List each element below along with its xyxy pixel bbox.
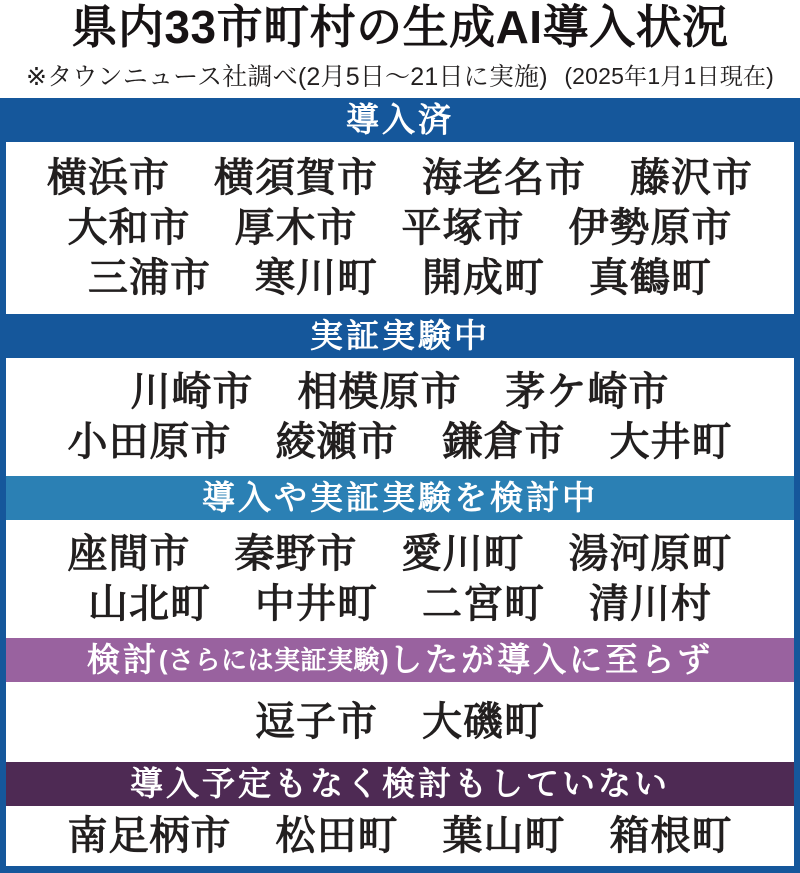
municipality-row [6, 153, 794, 203]
municipality-row [6, 417, 794, 467]
section-label: 導入済 [346, 101, 454, 139]
municipality-name: 藤沢市 [630, 155, 753, 200]
municipality-row [6, 697, 794, 747]
municipality-name: 真鶴町 [589, 255, 712, 300]
municipality-name: 座間市 [67, 531, 191, 576]
municipality-name: 三浦市 [88, 255, 211, 300]
municipality-list [6, 142, 794, 314]
municipality-row [6, 579, 794, 629]
municipality-name: 清川村 [589, 581, 712, 626]
municipality-name: 逗子市 [255, 699, 378, 744]
municipality-name: 開成町 [422, 255, 545, 300]
municipality-name: 南足柄市 [67, 813, 232, 858]
header [0, 0, 800, 98]
municipality-name: 秦野市 [234, 531, 358, 576]
municipality-name: 大井町 [609, 419, 733, 464]
municipality-row [6, 203, 794, 253]
municipality-name: 湯河原町 [568, 531, 733, 576]
municipality-name: 鎌倉市 [442, 419, 566, 464]
municipality-name: 小田原市 [67, 419, 232, 464]
page-title: 県内33市町村の生成AI導入状況 [71, 1, 729, 53]
municipality-list [6, 520, 794, 638]
municipality-name: 川崎市 [130, 369, 254, 414]
municipality-row [6, 529, 794, 579]
municipality-name: 大和市 [67, 205, 191, 250]
section-label: 導入予定もなく検討もしていない [130, 765, 670, 803]
municipality-name: 愛川町 [401, 531, 525, 576]
as-of-date: (2025年1月1日現在) [564, 63, 774, 90]
municipality-name: 厚木市 [234, 205, 358, 250]
municipality-name: 海老名市 [422, 155, 586, 200]
section-banner [6, 762, 794, 806]
municipality-name: 平塚市 [401, 205, 525, 250]
municipality-name: 二宮町 [422, 581, 545, 626]
municipality-name: 大磯町 [422, 699, 545, 744]
municipality-name: 寒川町 [255, 255, 378, 300]
status-board [0, 98, 800, 873]
municipality-name: 相模原市 [297, 369, 462, 414]
municipality-name: 箱根町 [609, 813, 733, 858]
section-banner [6, 638, 794, 682]
municipality-name: 横浜市 [47, 155, 170, 200]
municipality-row [6, 811, 794, 861]
municipality-name: 山北町 [88, 581, 211, 626]
section-label: 導入や実証実験を検討中 [202, 479, 598, 517]
municipality-row [6, 253, 794, 303]
municipality-name: 伊勢原市 [568, 205, 733, 250]
municipality-name: 中井町 [255, 581, 378, 626]
municipality-list [6, 682, 794, 762]
municipality-name: 松田町 [275, 813, 399, 858]
section-label: (さらには実証実験) [158, 644, 390, 675]
municipality-row [6, 367, 794, 417]
municipality-list [6, 358, 794, 476]
municipality-name: 横須賀市 [214, 155, 378, 200]
section-label: 検討 [86, 641, 159, 679]
section-label: 実証実験中 [310, 317, 490, 355]
survey-note: ※タウンニュース社調べ(2月5日～21日に実施) [26, 62, 548, 91]
municipality-name: 綾瀬市 [275, 419, 399, 464]
section-label: したが導入に至らず [389, 641, 714, 679]
subtitle-row [24, 57, 776, 93]
municipality-name: 茅ケ崎市 [505, 369, 670, 414]
section-banner [6, 314, 794, 358]
municipality-list [6, 806, 794, 866]
section-banner [6, 476, 794, 520]
municipality-name: 葉山町 [442, 813, 566, 858]
section-banner [6, 98, 794, 142]
